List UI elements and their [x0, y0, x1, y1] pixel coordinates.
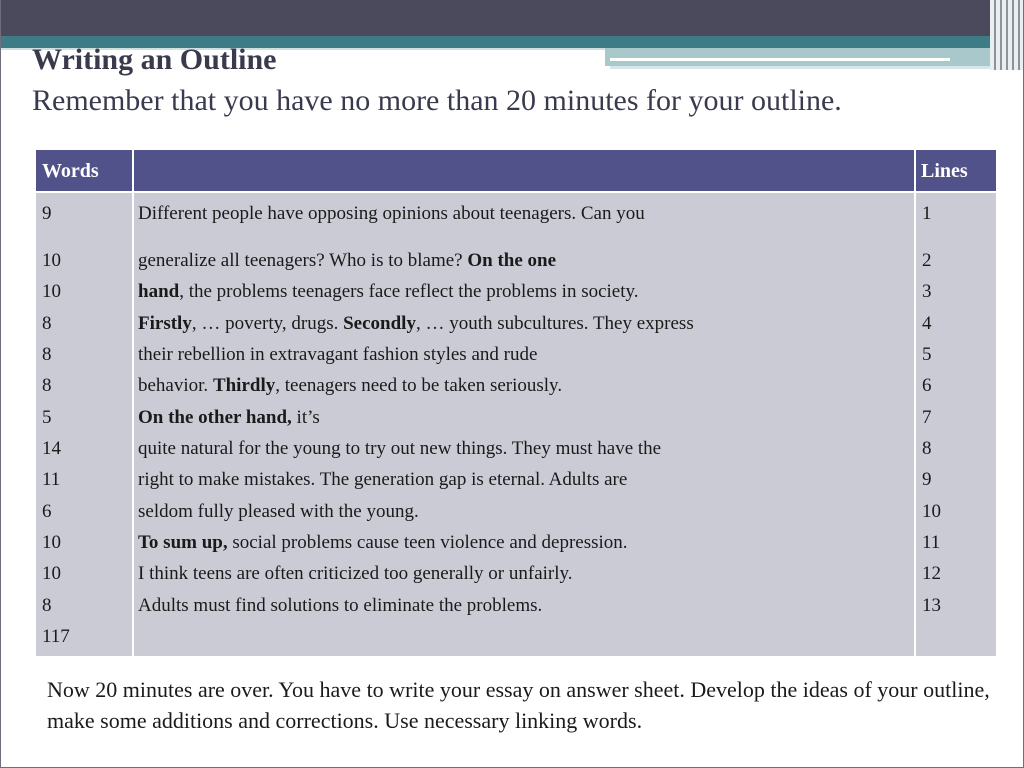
- linking-phrase: On the other hand,: [138, 407, 292, 428]
- linking-phrase: Firstly: [138, 313, 192, 334]
- header-accent-line: [610, 58, 950, 61]
- corner-decoration: [990, 0, 1024, 70]
- word-count-cell: 8: [42, 375, 52, 396]
- line-number-cell: 4: [922, 313, 932, 334]
- outline-text-cell: [138, 464, 627, 495]
- word-count-cell: 8: [42, 595, 52, 616]
- corner-line: [1000, 0, 1002, 70]
- line-number-cell: 5: [922, 344, 932, 365]
- outline-text-cell: [138, 402, 320, 433]
- line-number-cell: 13: [922, 595, 941, 616]
- table-header-row: [36, 150, 996, 191]
- linking-phrase: On the one: [467, 250, 557, 271]
- word-count-cell: 8: [42, 313, 52, 334]
- word-count-cell: 10: [42, 532, 61, 553]
- word-count-cell: 9: [42, 203, 52, 224]
- text-segment: , teenagers need to be taken seriously.: [275, 375, 563, 396]
- outline-text-cell: [138, 276, 639, 307]
- word-count-cell: 11: [42, 469, 61, 490]
- linking-phrase: To sum up,: [138, 532, 228, 553]
- outline-text-cell: [138, 433, 661, 464]
- line-number-cell: 7: [922, 407, 932, 428]
- outline-text-cell: [138, 308, 694, 339]
- linking-phrase: hand: [138, 281, 180, 302]
- text-segment: I think teens are often criticized too generally or unfairly.: [138, 563, 573, 584]
- word-count-cell: 14: [42, 438, 61, 459]
- text-segment: , … youth subcultures. They express: [415, 313, 694, 334]
- word-count-cell: 5: [42, 407, 52, 428]
- line-number-cell: 3: [922, 281, 932, 302]
- line-number-cell: 12: [922, 563, 941, 584]
- outline-text-cell: [138, 198, 645, 229]
- outline-text-cell: [138, 496, 419, 527]
- text-segment: behavior.: [138, 375, 213, 396]
- text-segment: Adults must find solutions to eliminate the problems.: [138, 595, 543, 616]
- linking-phrase: Thirdly: [212, 375, 276, 396]
- text-segment: , … poverty, drugs.: [191, 313, 344, 334]
- word-count-cell: 117: [42, 626, 70, 647]
- line-number-cell: 6: [922, 375, 932, 396]
- text-segment: seldom fully pleased with the young.: [138, 501, 419, 522]
- outline-text-cell: [138, 339, 537, 370]
- linking-phrase: Secondly: [343, 313, 416, 334]
- line-number-cell: 11: [922, 532, 941, 553]
- column-divider: [914, 150, 916, 656]
- corner-line: [1006, 0, 1008, 70]
- corner-line: [1018, 0, 1020, 70]
- text-segment: generalize all teenagers? Who is to blame?: [138, 250, 468, 271]
- column-divider: [132, 150, 134, 656]
- header-accent-line: [610, 66, 1024, 69]
- word-count-cell: 6: [42, 501, 52, 522]
- text-segment: quite natural for the young to try out new things. They must have the: [138, 438, 662, 459]
- text-segment: it’s: [291, 407, 320, 428]
- header-bar-light: [605, 48, 1024, 66]
- text-segment: social problems cause teen violence and depression.: [227, 532, 628, 553]
- word-count-cell: 10: [42, 281, 61, 302]
- outline-table: [36, 150, 996, 656]
- line-number-cell: 10: [922, 501, 941, 522]
- corner-line: [1012, 0, 1014, 70]
- word-count-cell: 10: [42, 563, 61, 584]
- corner-line: [994, 0, 996, 70]
- outline-text-cell: [138, 245, 556, 276]
- line-number-cell: 8: [922, 438, 932, 459]
- outline-text-cell: [138, 590, 542, 621]
- slide-subtitle: Remember that you have no more than 20 minutes for your outline.: [32, 84, 842, 117]
- slide-title: Writing an Outline: [32, 43, 277, 76]
- outline-text-cell: [138, 527, 628, 558]
- outline-text-cell: [138, 370, 562, 401]
- text-segment: Different people have opposing opinions about teenagers. Can you: [138, 203, 645, 224]
- line-number-cell: 1: [922, 203, 932, 224]
- word-count-cell: 10: [42, 250, 61, 271]
- text-segment: , the problems teenagers face reflect the problems in society.: [179, 281, 639, 302]
- word-count-cell: 8: [42, 344, 52, 365]
- text-segment: their rebellion in extravagant fashion styles and rude: [138, 344, 538, 365]
- line-number-cell: 9: [922, 469, 932, 490]
- header-lines: Lines: [921, 160, 968, 182]
- header-divider: [36, 191, 996, 193]
- text-segment: right to make mistakes. The generation gap is eternal. Adults are: [138, 469, 628, 490]
- header-words: Words: [42, 160, 99, 182]
- header-bar-dark: [0, 0, 1024, 36]
- outline-text-cell: [138, 558, 573, 589]
- line-number-cell: 2: [922, 250, 932, 271]
- footer-note: Now 20 minutes are over. You have to write your essay on answer sheet. Develop the ideas of your outline, make some additions and corrections. Use necessary linking words.: [47, 677, 990, 733]
